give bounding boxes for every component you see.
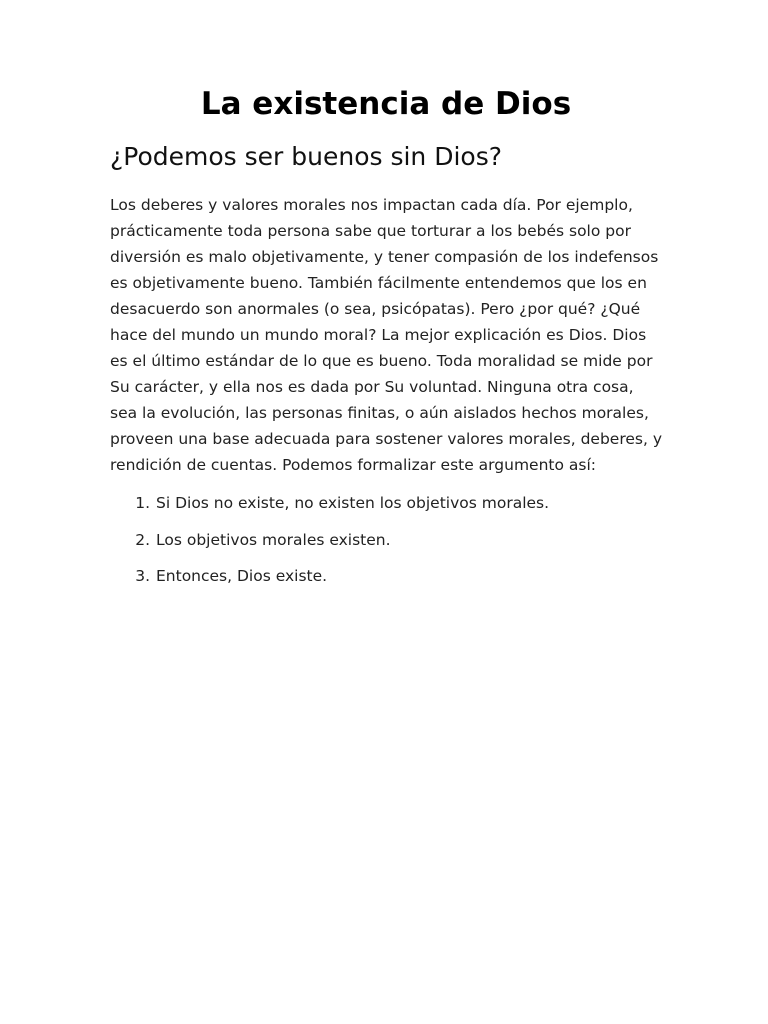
list-item-text: Entonces, Dios existe. <box>156 567 328 585</box>
list-item-number: 2. <box>135 530 150 549</box>
list-item-number: 3. <box>135 567 150 585</box>
list-item-number: 1. <box>135 494 150 512</box>
list-item-text: Si Dios no existe, no existen los objetivos morales. <box>156 494 550 512</box>
page-title: La existencia de Dios <box>200 86 572 122</box>
section-heading: ¿Podemos ser buenos sin Dios? <box>110 142 503 171</box>
list-item-text: Los objetivos morales existen. <box>156 530 391 549</box>
document-page <box>110 84 662 600</box>
list-item <box>110 527 662 553</box>
argument-list <box>110 490 662 589</box>
list-item <box>110 563 662 589</box>
list-item <box>110 490 662 516</box>
body-paragraph: Los deberes y valores morales nos impactan cada día. Por ejemplo, prácticamente toda persona sabe que torturar a los bebés solo por diversión es malo objetivamente, y tener compasión de los indefensos es objetivamente bueno. También fácilmente entendemos que los en desacuerdo son anormales (o sea, psicópatas). Pero ¿por qué? ¿Qué hace del mundo un mundo moral? La mejor explicación es Dios. Dios es el último estándar de lo que es bueno. Toda moralidad se mide por Su carácter, y ella nos es dada por Su voluntad. Ninguna otra cosa, sea la evolución, las personas finitas, o aún aislados hechos morales, proveen una base adecuada para sostener valores morales, deberes, y rendición de cuentas. Podemos formalizar este argumento así: <box>110 196 662 474</box>
